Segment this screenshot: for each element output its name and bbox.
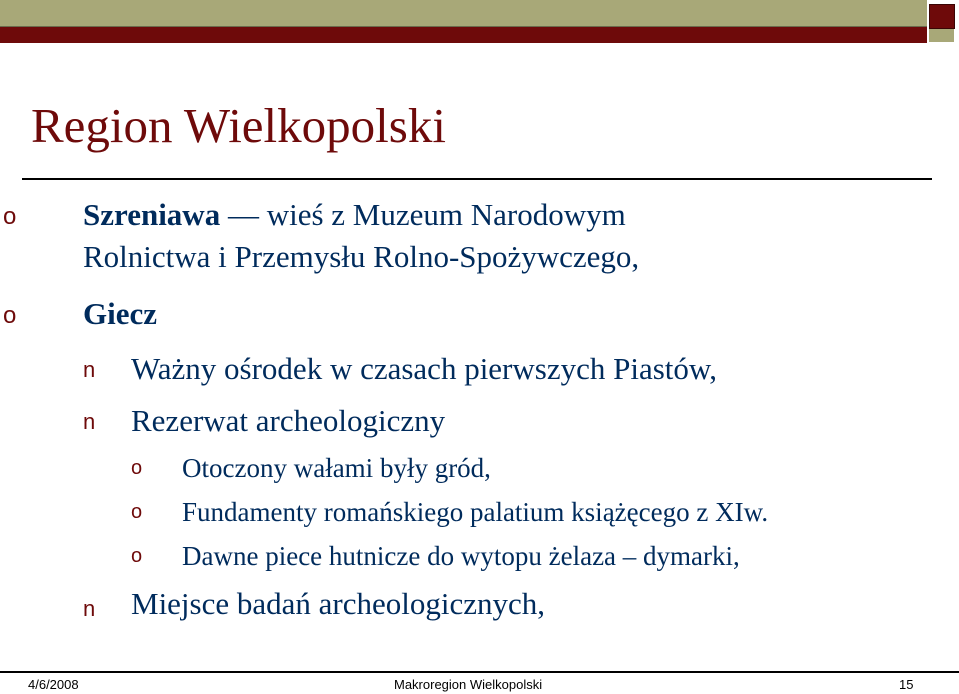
place-name: Giecz bbox=[83, 296, 158, 331]
bullet-marker: o bbox=[3, 302, 17, 329]
corner-decor-square bbox=[929, 4, 955, 29]
slide-title: Region Wielkopolski bbox=[31, 98, 446, 153]
bullet-marker: n bbox=[83, 409, 96, 434]
list-item-fundamenty: Fundamenty romańskiego palatium książęcego z XIw. bbox=[182, 497, 769, 527]
bullet-marker: o bbox=[3, 203, 17, 230]
footer-divider bbox=[0, 671, 959, 673]
top-accent-bar bbox=[0, 27, 927, 43]
bullet-marker: n bbox=[83, 357, 96, 382]
list-item-wazny: Ważny ośrodek w czasach pierwszych Piastów, bbox=[131, 351, 718, 386]
list-item-szreniawa-cont: Rolnictwa i Przemysłu Rolno-Spożywczego, bbox=[83, 239, 640, 274]
list-item-text: — wieś z Muzeum Narodowym bbox=[227, 197, 626, 232]
footer-date: 4/6/2008 bbox=[28, 677, 79, 692]
footer-title: Makroregion Wielkopolski bbox=[394, 677, 543, 692]
place-name: Szreniawa bbox=[83, 197, 221, 232]
list-item-giecz bbox=[83, 296, 157, 332]
list-item-miejsce: Miejsce badań archeologicznych, bbox=[131, 586, 546, 621]
list-item-otoczony: Otoczony wałami były gród, bbox=[182, 453, 491, 483]
list-item-szreniawa bbox=[83, 197, 626, 233]
top-decor-bar bbox=[0, 0, 927, 27]
list-item-rezerwat: Rezerwat archeologiczny bbox=[131, 403, 446, 438]
title-divider bbox=[22, 178, 932, 180]
page-number: 15 bbox=[899, 677, 914, 692]
corner-decor-square-lower bbox=[929, 29, 954, 42]
bullet-marker: o bbox=[131, 545, 143, 567]
bullet-marker: o bbox=[131, 501, 143, 523]
list-item-dawne: Dawne piece hutnicze do wytopu żelaza – dymarki, bbox=[182, 541, 740, 571]
bullet-marker: o bbox=[131, 457, 143, 479]
bullet-marker: n bbox=[83, 596, 96, 621]
